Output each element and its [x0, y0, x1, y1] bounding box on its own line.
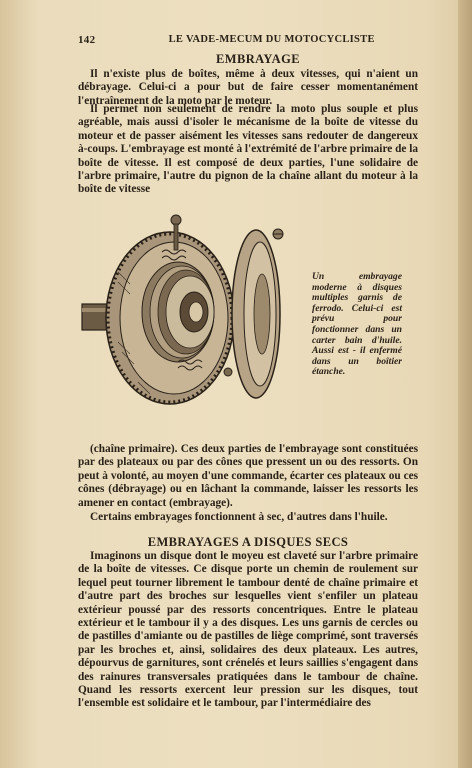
clutch-illustration	[78, 212, 308, 422]
section-title-disques-secs: EMBRAYAGES A DISQUES SECS	[147, 535, 349, 549]
paragraph-dry-or-oil: Certains embrayages fonctionnent à sec, d'autres dans l'huile.	[90, 511, 388, 523]
paragraph-function: Il permet non seulement de rendre la moto plus souple et plus agréable, mais aussi d'isoler le mécanisme de la boîte de vitesse du moteur et de passer aisément les vitesses sans redouter de dangereux à-coups. L'embrayage est monté à l'extrémité de l'arbre primaire de la boîte de vitesse. Il est composé de deux parties, l'une solidaire de l'arbre primaire, l'autre du pignon de la chaîne allant du moteur à la boîte de vitesse	[78, 103, 418, 196]
paragraph-dry-disc-clutch: Imaginons un disque dont le moyeu est claveté sur l'arbre primaire de la boîte de vitesses. Ce disque porte un chemin de roulement sur lequel peut tourner librement le tambour denté de chaîne primaire et d'autre part des broches sur lesquelles vient s'enfiler un plateau extérieur poussé par des ressorts concentriques. Entre le plateau extérieur et le tambour il y a des disques. Les uns garnis de cercles ou de pastilles d'amiante ou de pastilles de liège comprimé, sont traversés par les broches et, ainsi, solidaires des deux plateaux. Les autres, dépourvus de garnitures, sont crénelés et leurs saillies s'engagent dans des rainures transversales pratiquées dans le tambour de chaîne. Quand les ressorts exercent leur pression sur les disques, tout l'ensemble est solidaire et le tambour, par l'intermédiaire des	[78, 550, 418, 710]
figure-caption: Un embrayage moderne à disques multiples garnis de ferrodo. Celui-ci est prévu pour fonctionner dans un carter bain d'huile. Aussi est - il enfermé dans un boîtier étanche.	[312, 271, 402, 378]
running-title: LE VADE-MECUM DU MOTOCYCLISTE	[168, 34, 375, 45]
paragraph-primary-chain: (chaîne primaire). Ces deux parties de l'embrayage sont constituées par des plateaux ou par des cônes que pressent un ou des ressorts. On peut à volonté, au moyen d'une commande, écarter ces plateaux ou ces cônes (débrayage) ou en lâchant la commande, laisser les ressorts les amener en contact (embrayage).	[78, 443, 418, 509]
section-title-embrayage: EMBRAYAGE	[216, 52, 300, 66]
running-header	[78, 34, 438, 46]
page-number: 142	[78, 34, 96, 46]
paragraph-intro: Il n'existe plus de boîtes, même à deux vitesses, qui n'aient un débrayage. Celui-ci a pour but de faire cesser momentanément l'entraînement de la moto par le moteur.	[78, 68, 418, 107]
clutch-drawing	[78, 212, 308, 422]
page-edge	[458, 0, 472, 768]
